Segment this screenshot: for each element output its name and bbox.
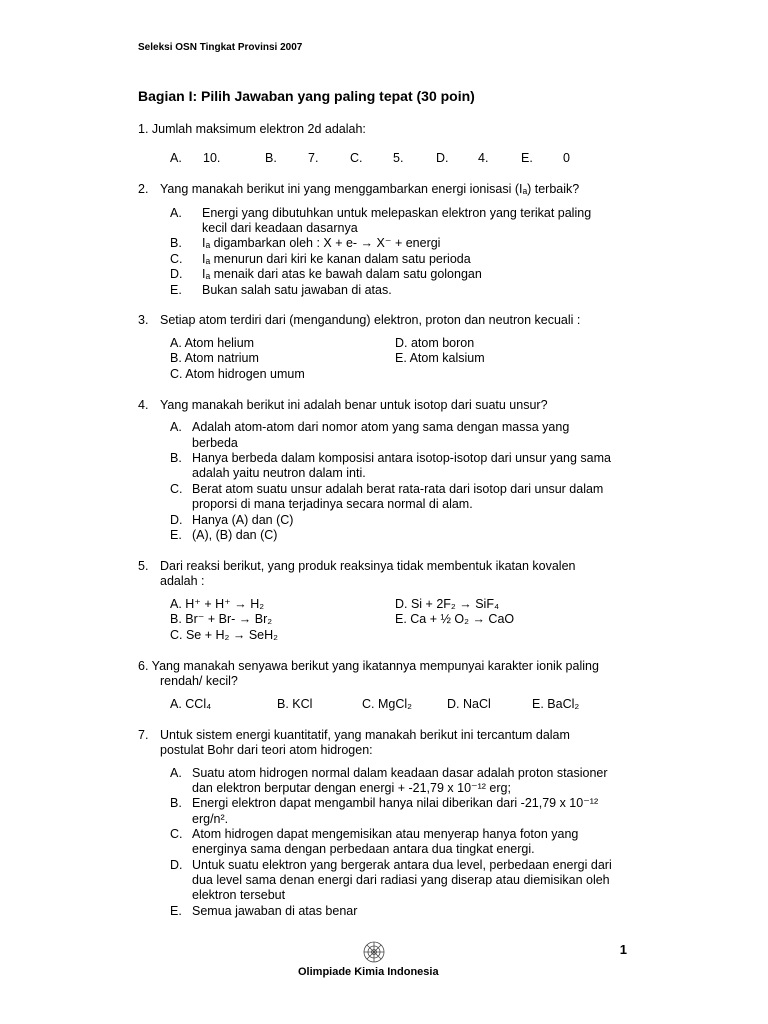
section-title: Bagian I: Pilih Jawaban yang paling tepat (30 poin) <box>138 88 475 104</box>
q1-option-letter: C. <box>350 151 363 165</box>
page-number: 1 <box>619 942 627 957</box>
q4-option-letter: B. <box>170 451 182 465</box>
question-1-text: 1. Jumlah maksimum elektron 2d adalah: <box>138 122 366 136</box>
q7-option-line: dan elektron berputar dengan energi + -21,79 x 10⁻¹² erg; <box>192 781 511 795</box>
footer-organization: Olimpiade Kimia Indonesia <box>298 966 439 978</box>
q7-option-line: erg/n². <box>192 812 229 826</box>
q3-option: D. atom boron <box>395 336 475 350</box>
question-3-number: 3. <box>138 313 149 327</box>
q6-option: A. CCl₄ <box>170 697 212 711</box>
q1-option-letter: B. <box>265 151 277 165</box>
q4-option-line: adalah yaitu neutron dalam inti. <box>192 466 366 480</box>
q6-option: C. MgCl₂ <box>362 697 412 711</box>
question-7-line: postulat Bohr dari teori atom hidrogen: <box>160 743 373 757</box>
q4-option-letter: C. <box>170 482 183 496</box>
question-5-number: 5. <box>138 559 149 573</box>
q2-option-line: kecil dari keadaan dasarnya <box>202 221 358 235</box>
q2-option-letter: D. <box>170 267 183 281</box>
q7-option-line: Untuk suatu elektron yang bergerak antara dua level, perbedaan energi dari <box>192 858 612 872</box>
q3-option: E. Atom kalsium <box>395 351 485 365</box>
q5-option: A. H⁺ + H⁺ → H₂ <box>170 597 265 611</box>
q1-option-letter: D. <box>436 151 449 165</box>
question-6-line: 6. Yang manakah senyawa berikut yang ikatannya mempunyai karakter ionik paling <box>138 659 599 673</box>
q2-option-line: Iₐ menurun dari kiri ke kanan dalam satu perioda <box>202 252 471 266</box>
q7-option-line: energinya sama dengan perbedaan antara dua tingkat energi. <box>192 842 535 856</box>
question-4-number: 4. <box>138 398 149 412</box>
q5-option: C. Se + H₂ → SeH₂ <box>170 628 279 642</box>
question-6-line: rendah/ kecil? <box>160 674 238 688</box>
q7-option-line: Atom hidrogen dapat mengemisikan atau menyerap hanya foton yang <box>192 827 579 841</box>
q7-option-line: dua level sama denan energi dari radiasi yang diserap atau diemisikan oleh <box>192 873 610 887</box>
q4-option-line: Hanya berbeda dalam komposisi antara isotop-isotop dari unsur yang sama <box>192 451 611 465</box>
olympiad-logo-icon <box>360 940 388 964</box>
question-5-line: Dari reaksi berikut, yang produk reaksinya tidak membentuk ikatan kovalen <box>160 559 576 573</box>
page-header: Seleksi OSN Tingkat Provinsi 2007 <box>138 42 303 53</box>
question-4-text: Yang manakah berikut ini adalah benar untuk isotop dari suatu unsur? <box>160 398 548 412</box>
q2-option-letter: C. <box>170 252 183 266</box>
q7-option-line: elektron tersebut <box>192 888 286 902</box>
q2-option-letter: B. <box>170 236 182 250</box>
question-3-text: Setiap atom terdiri dari (mengandung) elektron, proton dan neutron kecuali : <box>160 313 581 327</box>
q2-option-letter: E. <box>170 283 182 297</box>
q6-option: D. NaCl <box>447 697 491 711</box>
q1-option-text: 0 <box>563 151 570 165</box>
question-7-number: 7. <box>138 728 149 742</box>
q3-option: C. Atom hidrogen umum <box>170 367 305 381</box>
q7-option-line: Semua jawaban di atas benar <box>192 904 358 918</box>
q4-option-line: berbeda <box>192 436 238 450</box>
q1-option-text: 7. <box>308 151 319 165</box>
q3-option: B. Atom natrium <box>170 351 259 365</box>
q7-option-letter: B. <box>170 796 182 810</box>
q7-option-letter: E. <box>170 904 182 918</box>
q2-option-line: Energi yang dibutuhkan untuk melepaskan elektron yang terikat paling <box>202 206 592 220</box>
q1-option-text: 10. <box>203 151 221 165</box>
q7-option-letter: A. <box>170 766 182 780</box>
question-7-line: Untuk sistem energi kuantitatif, yang manakah berikut ini tercantum dalam <box>160 728 570 742</box>
q1-option-letter: A. <box>170 151 182 165</box>
q3-option: A. Atom helium <box>170 336 255 350</box>
question-2-number: 2. <box>138 182 149 196</box>
q7-option-line: Energi elektron dapat mengambil hanya nilai diberikan dari -21,79 x 10⁻¹² <box>192 796 599 810</box>
q7-option-letter: C. <box>170 827 183 841</box>
q2-option-line: Iₐ menaik dari atas ke bawah dalam satu golongan <box>202 267 482 281</box>
q7-option-letter: D. <box>170 858 183 872</box>
q2-option-line: Bukan salah satu jawaban di atas. <box>202 283 392 297</box>
q4-option-line: proporsi di mana terjadinya secara normal di alam. <box>192 497 473 511</box>
q4-option-letter: D. <box>170 513 183 527</box>
q4-option-letter: E. <box>170 528 182 542</box>
q5-option: B. Br⁻ + Br- → Br₂ <box>170 612 273 626</box>
q1-option-text: 4. <box>478 151 489 165</box>
q4-option-line: (A), (B) dan (C) <box>192 528 278 542</box>
q4-option-letter: A. <box>170 420 182 434</box>
q5-option: E. Ca + ½ O₂ → CaO <box>395 612 515 626</box>
question-5-line: adalah : <box>160 574 205 588</box>
q5-option: D. Si + 2F₂ → SiF₄ <box>395 597 500 611</box>
q2-option-letter: A. <box>170 206 182 220</box>
q4-option-line: Berat atom suatu unsur adalah berat rata-rata dari isotop dari unsur dalam <box>192 482 604 496</box>
q1-option-text: 5. <box>393 151 404 165</box>
q6-option: B. KCl <box>277 697 313 711</box>
q1-option-letter: E. <box>521 151 533 165</box>
q6-option: E. BaCl₂ <box>532 697 580 711</box>
q4-option-line: Adalah atom-atom dari nomor atom yang sama dengan massa yang <box>192 420 570 434</box>
q7-option-line: Suatu atom hidrogen normal dalam keadaan dasar adalah proton stasioner <box>192 766 608 780</box>
question-2-text: Yang manakah berikut ini yang menggambarkan energi ionisasi (Iₐ) terbaik? <box>160 182 580 196</box>
q4-option-line: Hanya (A) dan (C) <box>192 513 294 527</box>
q2-option-line: Iₐ digambarkan oleh : X + e- → X⁻ + energi <box>202 236 441 250</box>
